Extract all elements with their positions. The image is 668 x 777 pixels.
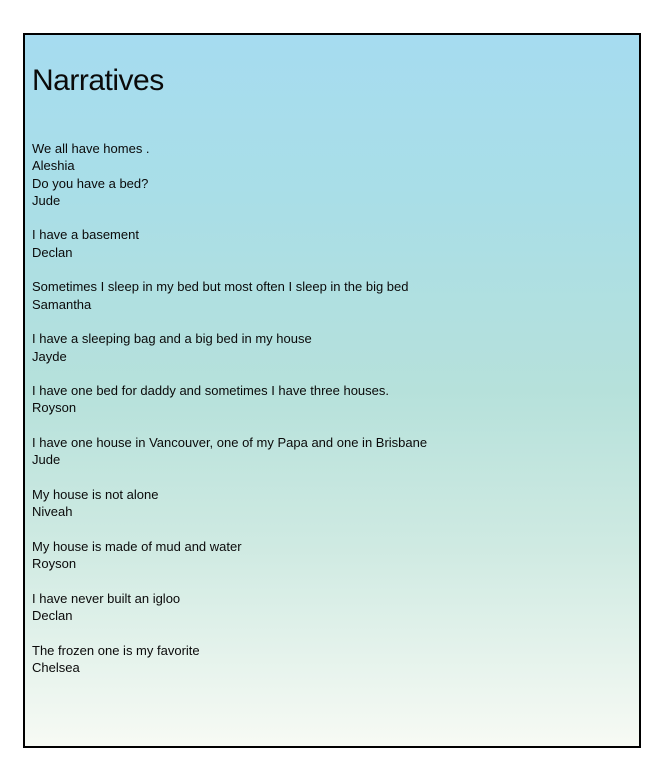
narrative-entry [32,590,621,625]
narratives-sheet [23,33,641,748]
narrative-line: Niveah [32,504,73,520]
narrative-line: Do you have a bed? [32,175,149,191]
narrative-entry [32,382,621,417]
narrative-line: Jude [32,452,61,468]
narrative-entry [32,330,621,365]
narrative-line: I have never built an igloo [32,590,181,606]
narrative-line: I have one house in Vancouver, one of my Papa and one in Brisbane [32,435,428,451]
narrative-line: The frozen one is my favorite [32,642,200,658]
narrative-line: Declan [32,608,73,624]
narrative-entry [32,538,621,573]
narrative-line: I have a sleeping bag and a big bed in my house [32,331,312,347]
narrative-line: Royson [32,400,77,416]
narrative-entry [32,642,621,677]
page-title: Narratives [32,64,164,97]
narrative-entry [32,434,621,469]
narrative-line: Aleshia [32,158,75,174]
narrative-line: My house is made of mud and water [32,538,242,554]
narrative-line: I have one bed for daddy and sometimes I have three houses. [32,383,390,399]
narrative-line: We all have homes . [32,141,150,156]
narrative-line: Declan [32,244,73,260]
narratives-list [32,140,621,676]
narrative-line: I have a basement [32,227,139,243]
narrative-line: Samantha [32,296,92,312]
narrative-entry [32,486,621,521]
narrative-entry [32,226,621,261]
narrative-line: Chelsea [32,659,80,675]
narrative-line: Royson [32,556,77,572]
narrative-line: Jayde [32,348,67,364]
narrative-entry [32,140,621,209]
narrative-line: Sometimes I sleep in my bed but most often I sleep in the big bed [32,279,409,295]
narrative-line: My house is not alone [32,486,159,502]
narrative-line: Jude [32,192,61,208]
narrative-entry [32,278,621,313]
